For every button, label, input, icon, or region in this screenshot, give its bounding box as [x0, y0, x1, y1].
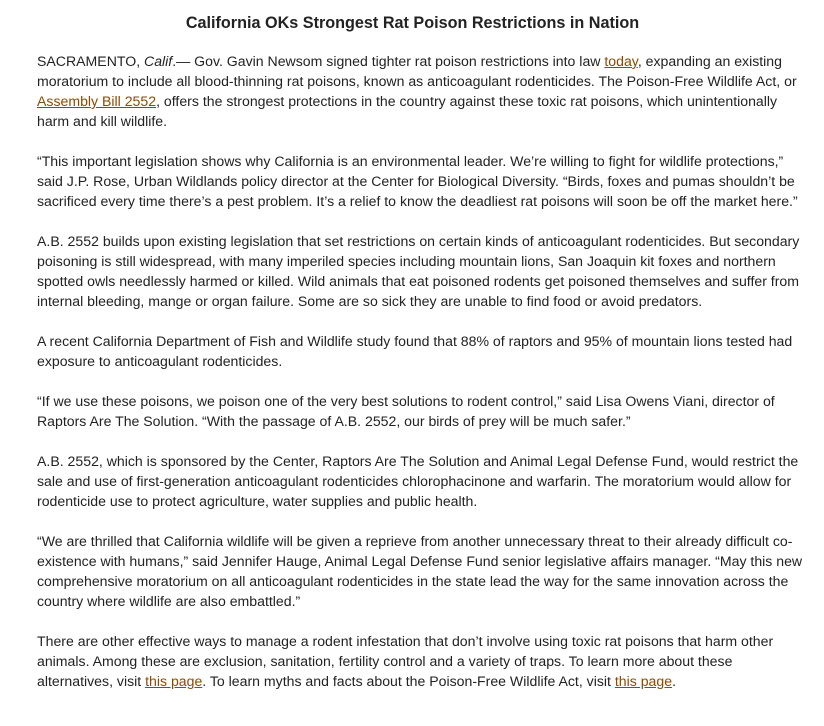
intro-text-2: , expanding an existing moratorium to include all blood-thinning rat poisons, known as anticoagulant rodenticides. The Poison-Free Wildlife Act, or	[37, 53, 797, 89]
article-title: California OKs Strongest Rat Poison Restrictions in Nation	[185, 14, 640, 32]
paragraph-hauge-quote: “We are thrilled that California wildlife will be given a reprieve from another unnecessary threat to their already difficult co-existence with humans,” said Jennifer Hauge, Animal Legal Defense Fund senior legislative affairs manager. “May this new comprehensive moratorium on all anticoagulant rodenticides in the state lead the way for the same innovation across the country where wildlife are also embattled.”	[37, 533, 803, 609]
paragraph-alternatives	[37, 631, 810, 691]
paragraph-secondary-poisoning: A.B. 2552 builds upon existing legislation that set restrictions on certain kinds of anticoagulant rodenticides. But secondary poisoning is still widespread, with many imperiled species including mountain lions, San Joaquin kit foxes and northern spotted owls needlessly harmed or killed. Wild animals that eat poisoned rodents get poisoned themselves and suffer from internal bleeding, mange or organ failure. Some are so sick they are unable to find food or avoid predators.	[37, 233, 800, 309]
link-this-page-alternatives[interactable]: this page	[145, 673, 203, 689]
link-today[interactable]: today	[604, 53, 638, 69]
paragraph-study: A recent California Department of Fish and Wildlife study found that 88% of raptors and 95% of mountain lions tested had exposure to anticoagulant rodenticides.	[37, 333, 793, 369]
dateline-state: Calif	[144, 53, 173, 69]
paragraph-intro	[37, 51, 810, 131]
alternatives-text-1: There are other effective ways to manage a rodent infestation that don’t involve using toxic rat poisons that harm other animals. Among these are exclusion, sanitation, fertility control and a variety of traps. To learn more about these alternatives, visit	[37, 633, 774, 689]
paragraph-sponsors: A.B. 2552, which is sponsored by the Center, Raptors Are The Solution and Animal Legal Defense Fund, would restrict the sale and use of first-generation anticoagulant rodenticides chlorophacinone and warfarin. The moratorium would allow for rodenticide use to protect agriculture, water supplies and public health.	[37, 453, 799, 509]
alternatives-text-2: . To learn myths and facts about the Poison-Free Wildlife Act, visit	[202, 673, 615, 689]
paragraph-viani-quote: “If we use these poisons, we poison one of the very best solutions to rodent control,” said Lisa Owens Viani, director of Raptors Are The Solution. “With the passage of A.B. 2552, our birds of prey will be much safer.”	[37, 393, 775, 429]
dateline-separator: .—	[172, 53, 195, 69]
intro-text-3: , offers the strongest protections in the country against these toxic rat poisons, which unintentionally harm and kill wildlife.	[37, 93, 778, 129]
link-assembly-bill[interactable]: Assembly Bill 2552	[37, 93, 157, 109]
intro-text-1: Gov. Gavin Newsom signed tighter rat poison restrictions into law	[194, 53, 605, 69]
alternatives-text-3: .	[672, 673, 676, 689]
paragraph-rose-quote: “This important legislation shows why California is an environmental leader. We’re willing to fight for wildlife protections,” said J.P. Rose, Urban Wildlands policy director at the Center for Biological Diversity. “Birds, foxes and pumas shouldn’t be sacrificed every time there’s a pest problem. It’s a relief to know the deadliest rat poisons will soon be off the market here.”	[37, 153, 798, 209]
dateline-city: SACRAMENTO,	[37, 53, 141, 69]
link-this-page-myths[interactable]: this page	[614, 673, 673, 689]
